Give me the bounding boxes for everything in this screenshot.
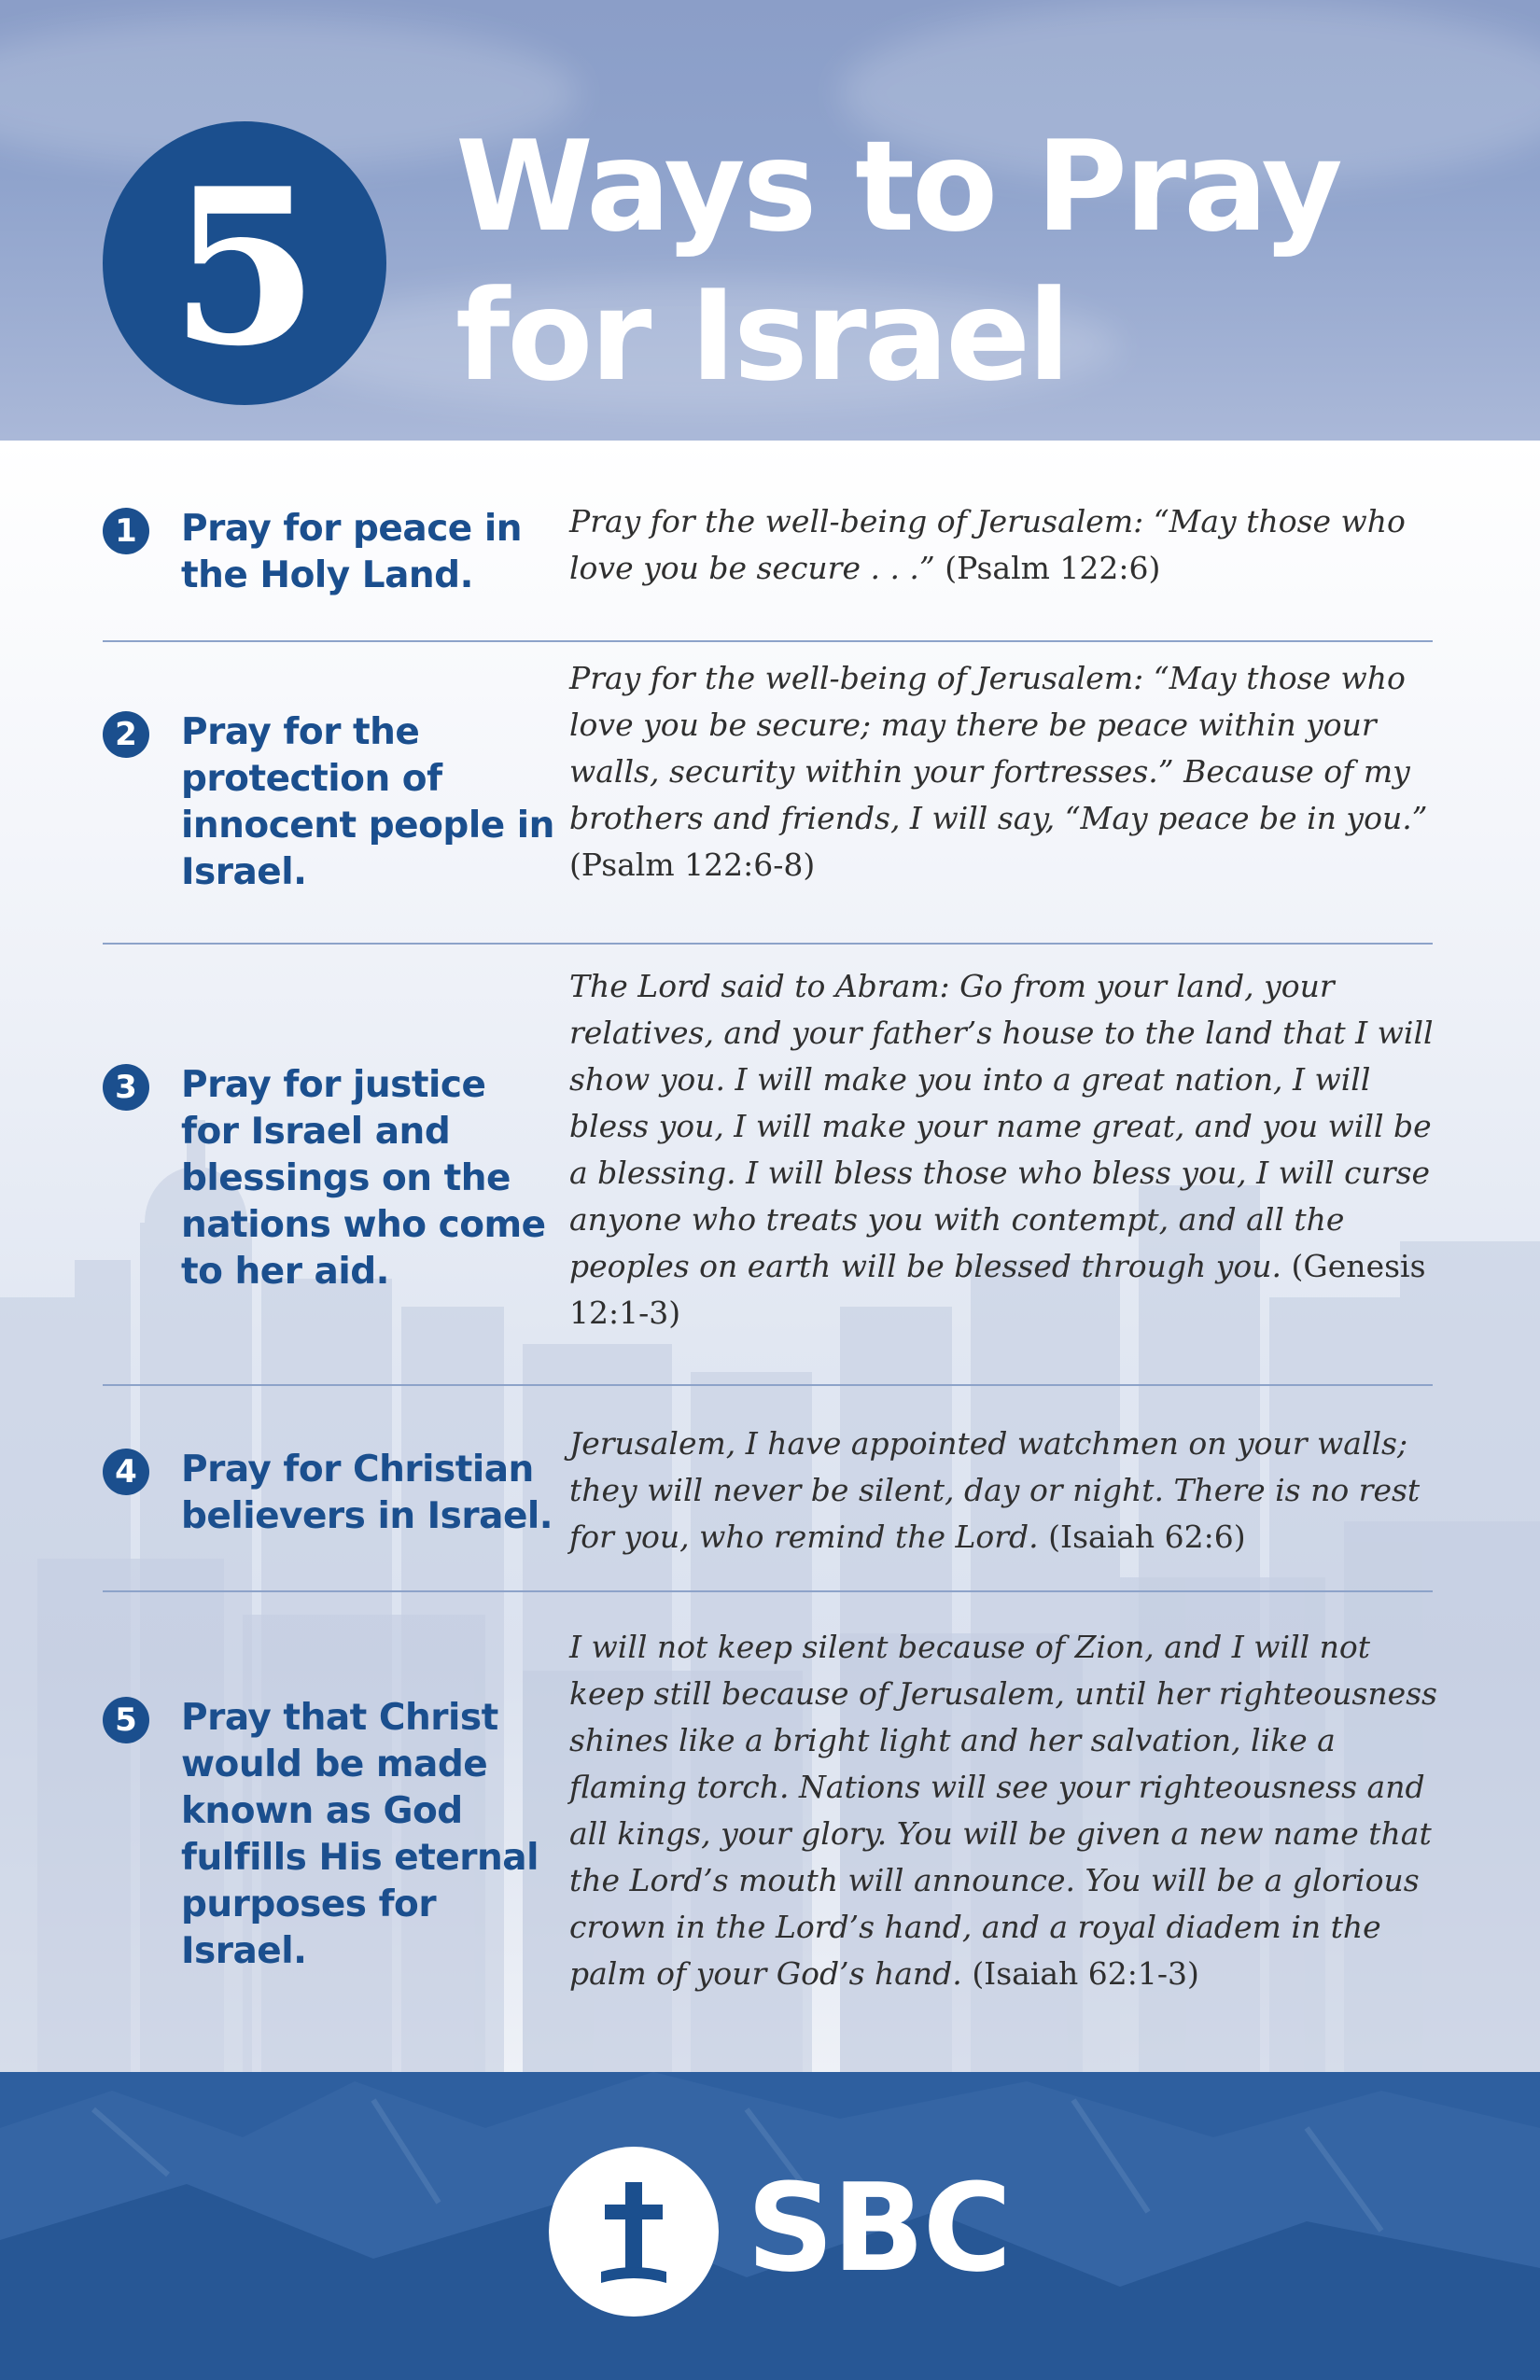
scripture-passage	[569, 1421, 1437, 1561]
scripture-reference: (Isaiah 62:6)	[1048, 1519, 1246, 1555]
scripture-passage	[569, 655, 1437, 889]
scripture-passage	[569, 498, 1437, 592]
prayer-heading: Pray that Christ would be made known as God fulfills His eternal purposes for Israel.	[181, 1697, 539, 1972]
item-number-badge: 3	[103, 1064, 149, 1111]
divider	[103, 1384, 1433, 1386]
footer-banner	[0, 2072, 1540, 2380]
scripture-text: Pray for the well-being of Jerusalem: “May those who love you be secure . . .”	[569, 503, 1406, 586]
scripture-text: I will not keep silent because of Zion, and I will not keep still because of Jerusalem, until her righteousness shines like a bright light and her salvation, like a flaming torch. Nations will see your righteousness and all kings, your glory. You will be given a new name that the Lord’s mouth will announce. You will be a glorious crown in the Lord’s hand, and a royal diadem in the palm of your God’s hand.	[569, 1629, 1437, 1992]
scripture-text: Jerusalem, I have appointed watchmen on your walls; they will never be silent, day or night. There is no rest for you, who remind the Lord.	[569, 1425, 1421, 1555]
divider	[103, 943, 1433, 945]
scripture-reference: (Psalm 122:6-8)	[569, 847, 816, 883]
title-line-1: Ways to Pray	[455, 114, 1340, 259]
divider	[103, 640, 1433, 642]
scripture-reference: (Isaiah 62:1-3)	[972, 1955, 1199, 1992]
sbc-logo-text: SBC	[747, 2157, 1011, 2299]
sbc-logo-badge	[549, 2147, 719, 2317]
scripture-reference: (Genesis 12:1-3)	[569, 1248, 1426, 1331]
prayer-heading: Pray for justice for Israel and blessings on the nations who come to her aid.	[181, 1064, 546, 1293]
item-number-badge: 2	[103, 711, 149, 758]
page-title	[455, 112, 1340, 411]
prayer-list-section	[0, 441, 1540, 2072]
title-line-2: for Israel	[455, 263, 1069, 409]
prayer-heading: Pray for Christian believers in Israel.	[181, 1449, 553, 1537]
scripture-passage	[569, 963, 1437, 1337]
title-number: 5	[169, 142, 320, 394]
scripture-text: Pray for the well-being of Jerusalem: “May those who love you be secure; may there be peace within your walls, security within your fortresses.” Because of my brothers and friends, I will say, “May peace be in you.”	[569, 660, 1428, 836]
scripture-passage	[569, 1624, 1437, 1997]
scripture-reference: (Psalm 122:6)	[945, 550, 1161, 586]
item-number-badge: 5	[103, 1697, 149, 1743]
prayer-heading: Pray for peace in the Holy Land.	[181, 508, 522, 596]
prayer-heading: Pray for the protection of innocent people in Israel.	[181, 711, 554, 893]
cross-book-icon	[549, 2147, 719, 2317]
scripture-text: The Lord said to Abram: Go from your land, your relatives, and your father’s house to the land that I will show you. I will make you into a great nation, I will bless you, I will make your name great, and you will be a blessing. I will bless those who bless you, I will curse anyone who treats you with contempt, and all the peoples on earth will be blessed through you.	[569, 968, 1434, 1284]
divider	[103, 1590, 1433, 1592]
header-banner	[0, 0, 1540, 441]
item-number-badge: 1	[103, 508, 149, 554]
title-number-badge	[103, 121, 386, 405]
item-number-badge: 4	[103, 1449, 149, 1495]
